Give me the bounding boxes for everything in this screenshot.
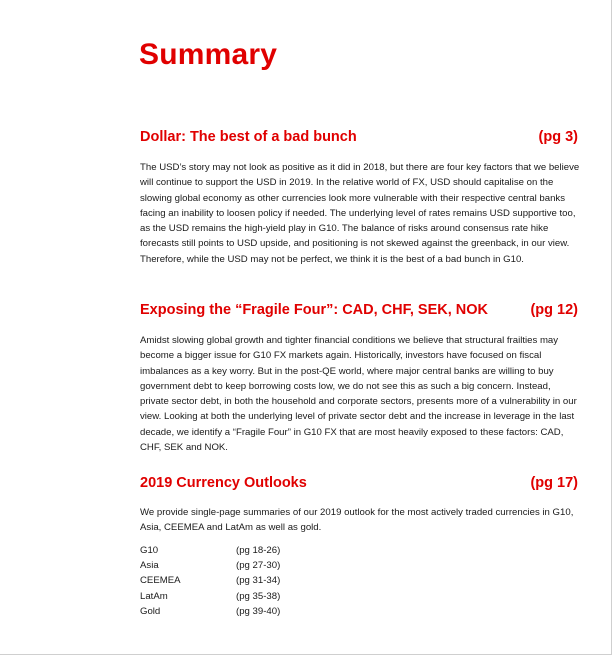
section-body-outlooks: We provide single-page summaries of our 2019 outlook for the most actively traded currencies in G10, Asia, CEEMEA and LatAm as well as gold. xyxy=(140,507,574,534)
region-name: LatAm xyxy=(140,590,168,602)
section-title: 2019 Currency Outlooks xyxy=(140,475,307,491)
page-title: Summary xyxy=(139,38,278,71)
page-reference: (pg 17) xyxy=(530,475,578,491)
page-reference: (pg 3) xyxy=(538,129,578,145)
list-item xyxy=(140,589,280,604)
region-name: G10 xyxy=(140,545,159,556)
section-body-fragile-four: Amidst slowing global growth and tighter financial conditions we believe that structural frailties may become a bigger issue for G10 FX markets again. Historically, investors have focused on fiscal imbalances as a key worry. But in the post-QE world, where major central banks are willing to buy government debt to keep borrowing costs low, we do not see this as such a big concern. Instead, private sector debt, in both the household and corporate sectors, presents more of a vulnerability in our view. Looking at both the underlying level of private sector debt and the increase in leverage in the last decade, we identify a “Fragile Four” in G10 FX that are most heavily exposed to these factors: CAD, CHF, SEK and NOK. xyxy=(140,335,577,454)
section-title: Exposing the “Fragile Four”: CAD, CHF, SEK, NOK xyxy=(140,302,489,318)
section-title: Dollar: The best of a bad bunch xyxy=(140,129,357,145)
section-body-dollar: The USD’s story may not look as positive as it did in 2018, but there are four key factors that we believe will continue to support the USD in 2019. In the relative world of FX, USD should capitalise on the slowing global economy as other currencies look more vulnerable with their respective central banks facing an inability to loosen policy if needed. The underlying level of rates remains USD supportive too, as the USD remains the high-yield play in G10. The balance of risks around consensus rate hike forecasts still points to USD upside, and positioning is not skewed against the greenback, in our view. Therefore, while the USD may not be perfect, we think it is the best of a bad bunch in G10. xyxy=(140,162,580,265)
page-range: (pg 18-26) xyxy=(236,545,281,556)
region-name: CEEMEA xyxy=(140,575,181,587)
page-range: (pg 39-40) xyxy=(236,605,281,617)
page-range: (pg 35-38) xyxy=(236,590,281,602)
page-reference: (pg 12) xyxy=(530,302,578,318)
list-item xyxy=(140,543,280,558)
region-name: Asia xyxy=(140,560,159,572)
page-range: (pg 31-34) xyxy=(236,575,281,587)
list-item xyxy=(140,558,280,573)
page-range: (pg 27-30) xyxy=(236,560,281,572)
region-name: Gold xyxy=(140,605,161,617)
section-heading-outlooks xyxy=(140,475,578,491)
list-item xyxy=(140,573,280,588)
outlook-list xyxy=(140,543,280,619)
section-heading-fragile-four xyxy=(140,302,578,318)
section-heading-dollar xyxy=(140,129,578,145)
list-item xyxy=(140,604,280,619)
